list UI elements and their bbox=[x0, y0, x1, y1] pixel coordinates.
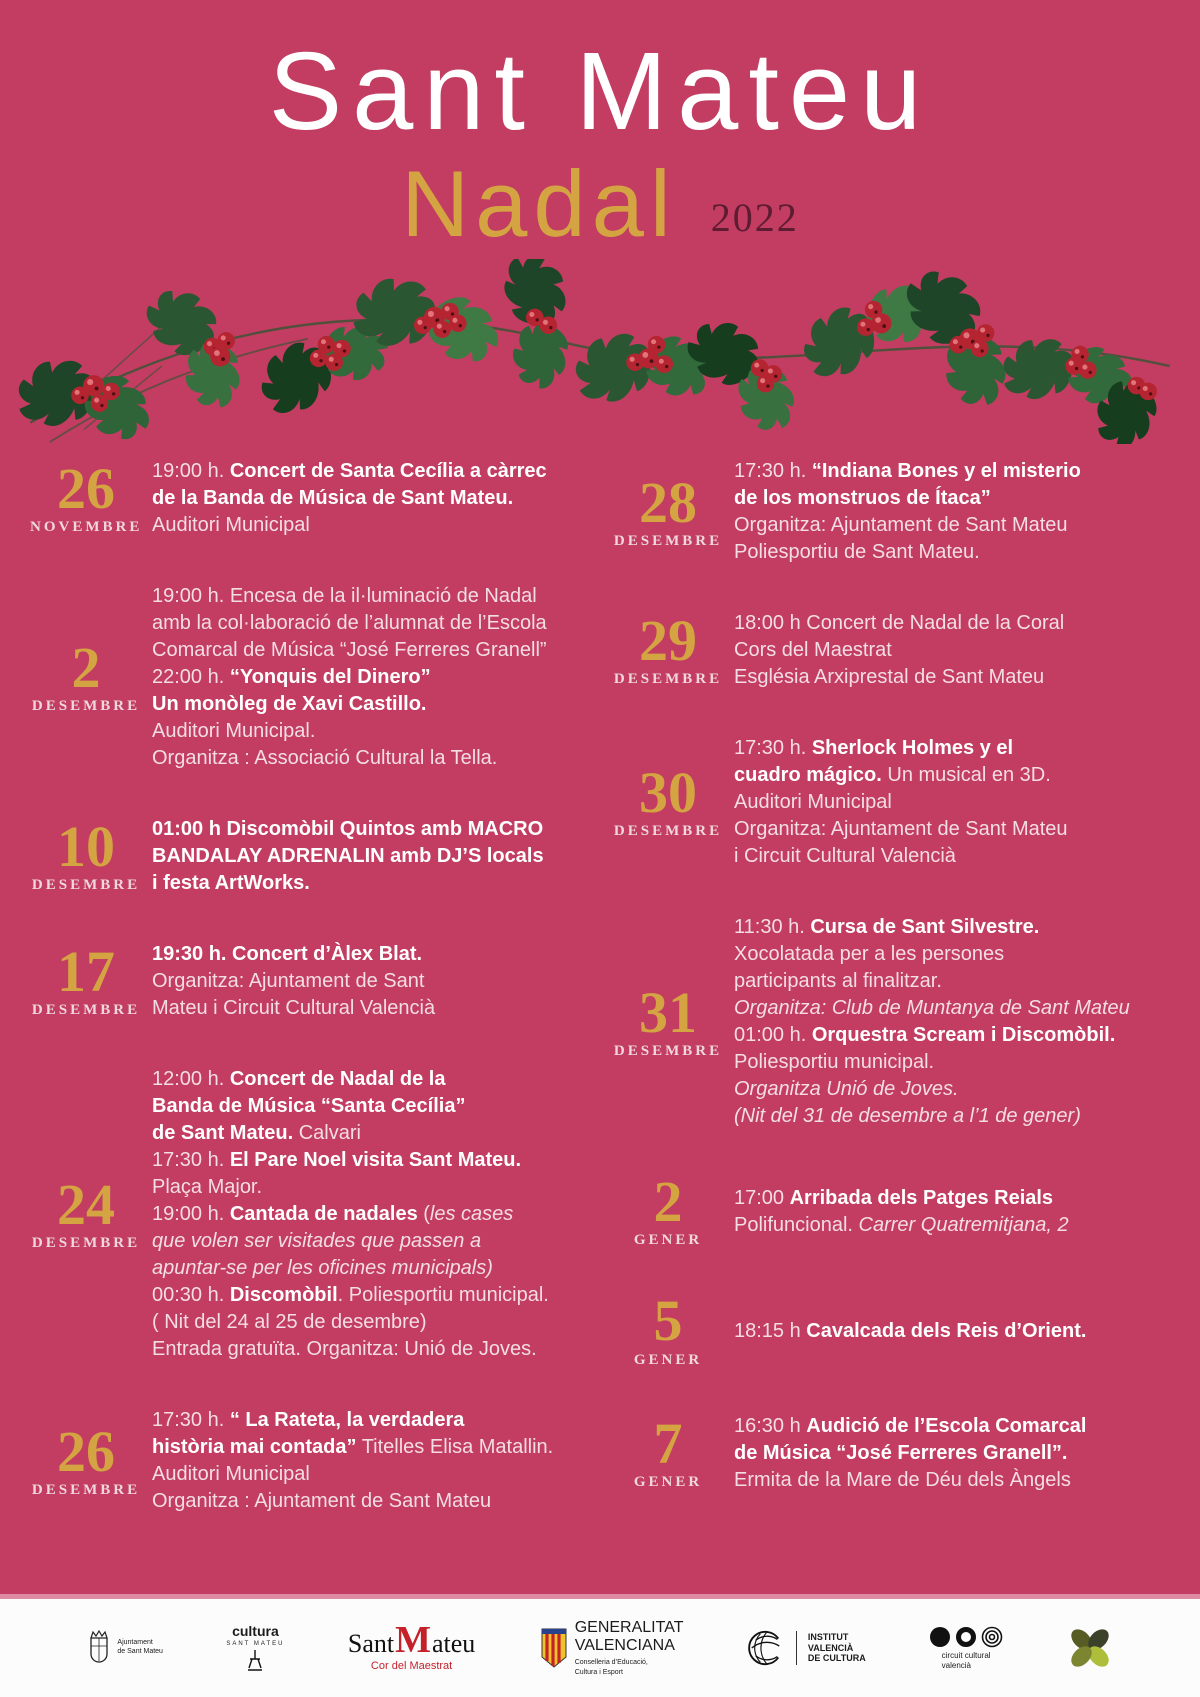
event-text-line: Mateu i Circuit Cultural Valencià bbox=[152, 997, 436, 1020]
events-section bbox=[0, 444, 1200, 1559]
event-date bbox=[30, 635, 142, 715]
event-text-line: Auditori Municipal bbox=[734, 791, 892, 814]
event-30-desembre bbox=[612, 735, 1170, 870]
event-5-gener bbox=[612, 1288, 1170, 1368]
event-description bbox=[152, 816, 544, 897]
event-text-line: Ermita de la Mare de Déu dels Àngels bbox=[734, 1468, 1071, 1491]
red-m-icon: M bbox=[395, 1618, 431, 1661]
event-24-desembre bbox=[30, 1066, 588, 1363]
event-day: 31 bbox=[639, 979, 697, 1045]
event-date bbox=[612, 979, 724, 1060]
event-text-line: de Música “José Ferreres Granell”. bbox=[734, 1441, 1068, 1464]
event-text-line: Un monòleg de Xavi Castillo. bbox=[152, 693, 427, 716]
event-text-line: 01:00 h Discomòbil Quintos amb MACRO bbox=[152, 818, 544, 841]
event-7-gener bbox=[612, 1410, 1170, 1494]
event-text-line: cuadro mágico. Un musical en 3D. bbox=[734, 764, 1051, 787]
event-text-line: (Nit del 31 de desembre a l’1 de gener) bbox=[734, 1105, 1081, 1128]
event-text-line: Organitza : Ajuntament de Sant Mateu bbox=[152, 1490, 492, 1513]
logo-institut-valencia-cultura bbox=[747, 1629, 866, 1667]
event-text-line: i Circuit Cultural Valencià bbox=[734, 845, 956, 868]
holly-garland bbox=[0, 259, 1200, 444]
poster-year: 2022 bbox=[710, 195, 799, 241]
logo-generalitat-valenciana bbox=[539, 1619, 684, 1676]
event-description bbox=[152, 458, 547, 539]
event-day: 26 bbox=[57, 1418, 115, 1484]
event-date bbox=[30, 1172, 142, 1252]
event-month: DESEMBRE bbox=[613, 823, 723, 840]
event-date bbox=[30, 456, 143, 536]
event-day: 17 bbox=[57, 939, 115, 1005]
event-text-line: Organitza: Ajuntament de Sant Mateu bbox=[734, 818, 1068, 841]
event-day: 24 bbox=[57, 1172, 115, 1238]
event-day: 2 bbox=[653, 1169, 683, 1235]
event-text-line: 19:00 h. Concert de Santa Cecília a càrrec bbox=[152, 460, 547, 483]
gva-emblem-icon bbox=[539, 1627, 569, 1669]
event-date bbox=[30, 814, 142, 894]
logo-sant-mateu-cor-del-maestrat bbox=[347, 1618, 476, 1672]
event-text-line: Auditori Municipal bbox=[152, 514, 310, 537]
event-text-line: 17:00 Arribada dels Patges Reials bbox=[734, 1186, 1054, 1209]
event-text-line: 16:30 h Audició de l’Escola Comarcal bbox=[734, 1414, 1087, 1437]
event-text-line: BANDALAY ADRENALIN amb DJ’S locals bbox=[152, 845, 544, 868]
event-description bbox=[734, 458, 1081, 566]
event-month: DESEMBRE bbox=[31, 877, 141, 894]
event-text-line: Polifuncional. Carrer Quatremitjana, 2 bbox=[734, 1213, 1069, 1236]
event-text-line: 19:30 h. Concert d’Àlex Blat. bbox=[152, 943, 423, 966]
event-26-novembre bbox=[30, 458, 588, 539]
event-month: NOVEMBRE bbox=[30, 519, 143, 536]
logo-cultura-sant-mateu: cultura SANT MATEU bbox=[226, 1623, 284, 1673]
event-description bbox=[734, 914, 1130, 1130]
event-day: 28 bbox=[639, 469, 697, 535]
event-date bbox=[30, 1418, 142, 1499]
event-text-line: Xocolatada per a les persones bbox=[734, 943, 1005, 966]
event-text-line: 11:30 h. Cursa de Sant Silvestre. bbox=[734, 916, 1040, 939]
event-text-line: 17:30 h. “Indiana Bones y el misterio bbox=[734, 460, 1081, 483]
event-text-line: Organitza: Ajuntament de Sant bbox=[152, 970, 425, 993]
event-day: 29 bbox=[639, 608, 697, 674]
event-month: DESEMBRE bbox=[31, 1002, 141, 1019]
event-day: 5 bbox=[653, 1288, 683, 1354]
event-month: GENER bbox=[633, 1232, 703, 1249]
event-date bbox=[612, 469, 724, 550]
event-text-line: 01:00 h. Orquestra Scream i Discomòbil. bbox=[734, 1024, 1116, 1047]
event-description bbox=[734, 1185, 1069, 1239]
event-2-desembre bbox=[30, 583, 588, 772]
event-day: 26 bbox=[57, 456, 115, 522]
ajuntament-label: Ajuntament de Sant Mateu bbox=[117, 1639, 163, 1655]
event-text-line: Organitza: Ajuntament de Sant Mateu bbox=[734, 514, 1068, 537]
event-month: DESEMBRE bbox=[613, 671, 723, 688]
event-text-line: 17:30 h. El Pare Noel visita Sant Mateu. bbox=[152, 1149, 522, 1172]
event-date bbox=[612, 1169, 724, 1249]
event-text-line: Església Arxiprestal de Sant Mateu bbox=[734, 666, 1045, 689]
event-description bbox=[734, 610, 1064, 691]
event-text-line: 17:30 h. “ La Rateta, la verdadera bbox=[152, 1409, 465, 1432]
event-text-line: ( Nit del 24 al 25 de desembre) bbox=[152, 1311, 427, 1334]
event-31-desembre bbox=[612, 914, 1170, 1130]
logo-circuit-cultural-valencia bbox=[929, 1626, 1003, 1670]
circuit-label: circuit cultural valencià bbox=[941, 1650, 991, 1670]
event-day: 30 bbox=[639, 760, 697, 826]
events-column-left bbox=[30, 458, 588, 1559]
event-text-line: Poliesportiu de Sant Mateu. bbox=[734, 541, 980, 564]
event-text-line: que volen ser visitades que passen a bbox=[152, 1230, 482, 1253]
logo-ajuntament-sant-mateu bbox=[87, 1629, 163, 1667]
event-month: DESEMBRE bbox=[31, 698, 141, 715]
event-text-line: de Sant Mateu. Calvari bbox=[152, 1122, 361, 1145]
event-text-line: Organitza : Associació Cultural la Tella. bbox=[152, 747, 498, 770]
event-month: DESEMBRE bbox=[31, 1235, 141, 1252]
cultura-mark-icon bbox=[244, 1649, 266, 1673]
event-text-line: amb la col·laboració de l’alumnat de l’Escola bbox=[152, 612, 547, 635]
event-description bbox=[152, 1407, 553, 1515]
event-text-line: història mai contada” Titelles Elisa Matallin. bbox=[152, 1436, 554, 1459]
circuit-circles-icon bbox=[929, 1626, 1003, 1648]
event-17-desembre bbox=[30, 941, 588, 1022]
event-month: GENER bbox=[633, 1473, 703, 1490]
event-month: DESEMBRE bbox=[31, 1481, 141, 1498]
event-date bbox=[612, 1410, 724, 1491]
events-column-right bbox=[612, 458, 1170, 1559]
poster-title: Sant Mateu bbox=[268, 30, 932, 153]
event-description bbox=[152, 941, 435, 1022]
event-text-line: Poliesportiu municipal. bbox=[734, 1051, 935, 1074]
event-description bbox=[152, 1066, 549, 1363]
ivc-emblem-icon bbox=[747, 1629, 785, 1667]
gva-sublabel: Conselleria d’Educació, Cultura i Esport bbox=[574, 1659, 648, 1676]
event-text-line: 12:00 h. Concert de Nadal de la bbox=[152, 1068, 446, 1091]
event-text-line: de la Banda de Música de Sant Mateu. bbox=[152, 487, 514, 510]
gva-label: GENERALITAT VALENCIANA Conselleria d’Educació, Cultura i Esport bbox=[574, 1619, 684, 1676]
clover-icon bbox=[1067, 1625, 1113, 1671]
event-26-desembre bbox=[30, 1407, 588, 1515]
event-month: DESEMBRE bbox=[613, 1042, 723, 1059]
event-description bbox=[152, 583, 547, 772]
event-description bbox=[734, 735, 1068, 870]
town-shield-icon bbox=[87, 1629, 111, 1667]
event-day: 10 bbox=[57, 814, 115, 880]
event-description bbox=[734, 1318, 1086, 1345]
event-text-line: Organitza Unió de Joves. bbox=[734, 1078, 959, 1101]
event-2-gener bbox=[612, 1169, 1170, 1249]
event-text-line: 17:30 h. Sherlock Holmes y el bbox=[734, 737, 1014, 760]
event-text-line: Banda de Música “Santa Cecília” bbox=[152, 1095, 466, 1118]
event-text-line: Auditori Municipal bbox=[152, 1463, 310, 1486]
event-text-line: 19:00 h. Encesa de la il·luminació de Nadal bbox=[152, 585, 537, 608]
event-28-desembre bbox=[612, 458, 1170, 566]
event-text-line: 22:00 h. “Yonquis del Dinero” bbox=[152, 666, 431, 689]
event-text-line: Cors del Maestrat bbox=[734, 639, 892, 662]
event-text-line: i festa ArtWorks. bbox=[152, 872, 310, 895]
event-text-line: Organitza: Club de Muntanya de Sant Mateu bbox=[734, 997, 1130, 1020]
event-text-line: 19:00 h. Cantada de nadales (les cases bbox=[152, 1203, 514, 1226]
poster-header bbox=[0, 0, 1200, 255]
ivc-label: INSTITUT VALENCIÀ DE CULTURA bbox=[807, 1631, 866, 1664]
event-date bbox=[612, 1288, 724, 1368]
event-10-desembre bbox=[30, 816, 588, 897]
event-day: 7 bbox=[653, 1410, 683, 1476]
event-text-line: Comarcal de Música “José Ferreres Granell” bbox=[152, 639, 547, 662]
event-date bbox=[612, 760, 724, 840]
event-description bbox=[734, 1413, 1086, 1494]
ivc-divider bbox=[796, 1631, 797, 1665]
event-text-line: participants al finalitzar. bbox=[734, 970, 942, 993]
event-text-line: Entrada gratuïta. Organitza: Unió de Joves. bbox=[152, 1338, 537, 1361]
event-day: 2 bbox=[71, 635, 101, 701]
event-date bbox=[612, 608, 724, 688]
event-month: DESEMBRE bbox=[613, 532, 723, 549]
event-month: GENER bbox=[633, 1351, 703, 1368]
event-29-desembre bbox=[612, 610, 1170, 691]
event-text-line: Auditori Municipal. bbox=[152, 720, 316, 743]
sponsor-footer bbox=[0, 1594, 1200, 1697]
event-text-line: apuntar-se per les oficines municipals) bbox=[152, 1257, 493, 1280]
poster-subtitle: Nadal bbox=[401, 151, 677, 256]
event-text-line: 18:00 h Concert de Nadal de la Coral bbox=[734, 612, 1065, 635]
poster-subtitle-row bbox=[0, 152, 1200, 255]
event-text-line: de los monstruos de Ítaca” bbox=[734, 487, 991, 510]
logo-green-clover bbox=[1067, 1625, 1113, 1671]
cor-del-maestrat-tagline: Cor del Maestrat bbox=[370, 1659, 453, 1672]
event-text-line: 18:15 h Cavalcada dels Reis d’Orient. bbox=[734, 1319, 1087, 1342]
event-text-line: Plaça Major. bbox=[152, 1176, 263, 1199]
event-text-line: 00:30 h. Discomòbil. Poliesportiu municipal. bbox=[152, 1284, 549, 1307]
event-date bbox=[30, 939, 142, 1019]
sant-mateu-wordmark: Sant M ateu bbox=[347, 1618, 476, 1661]
